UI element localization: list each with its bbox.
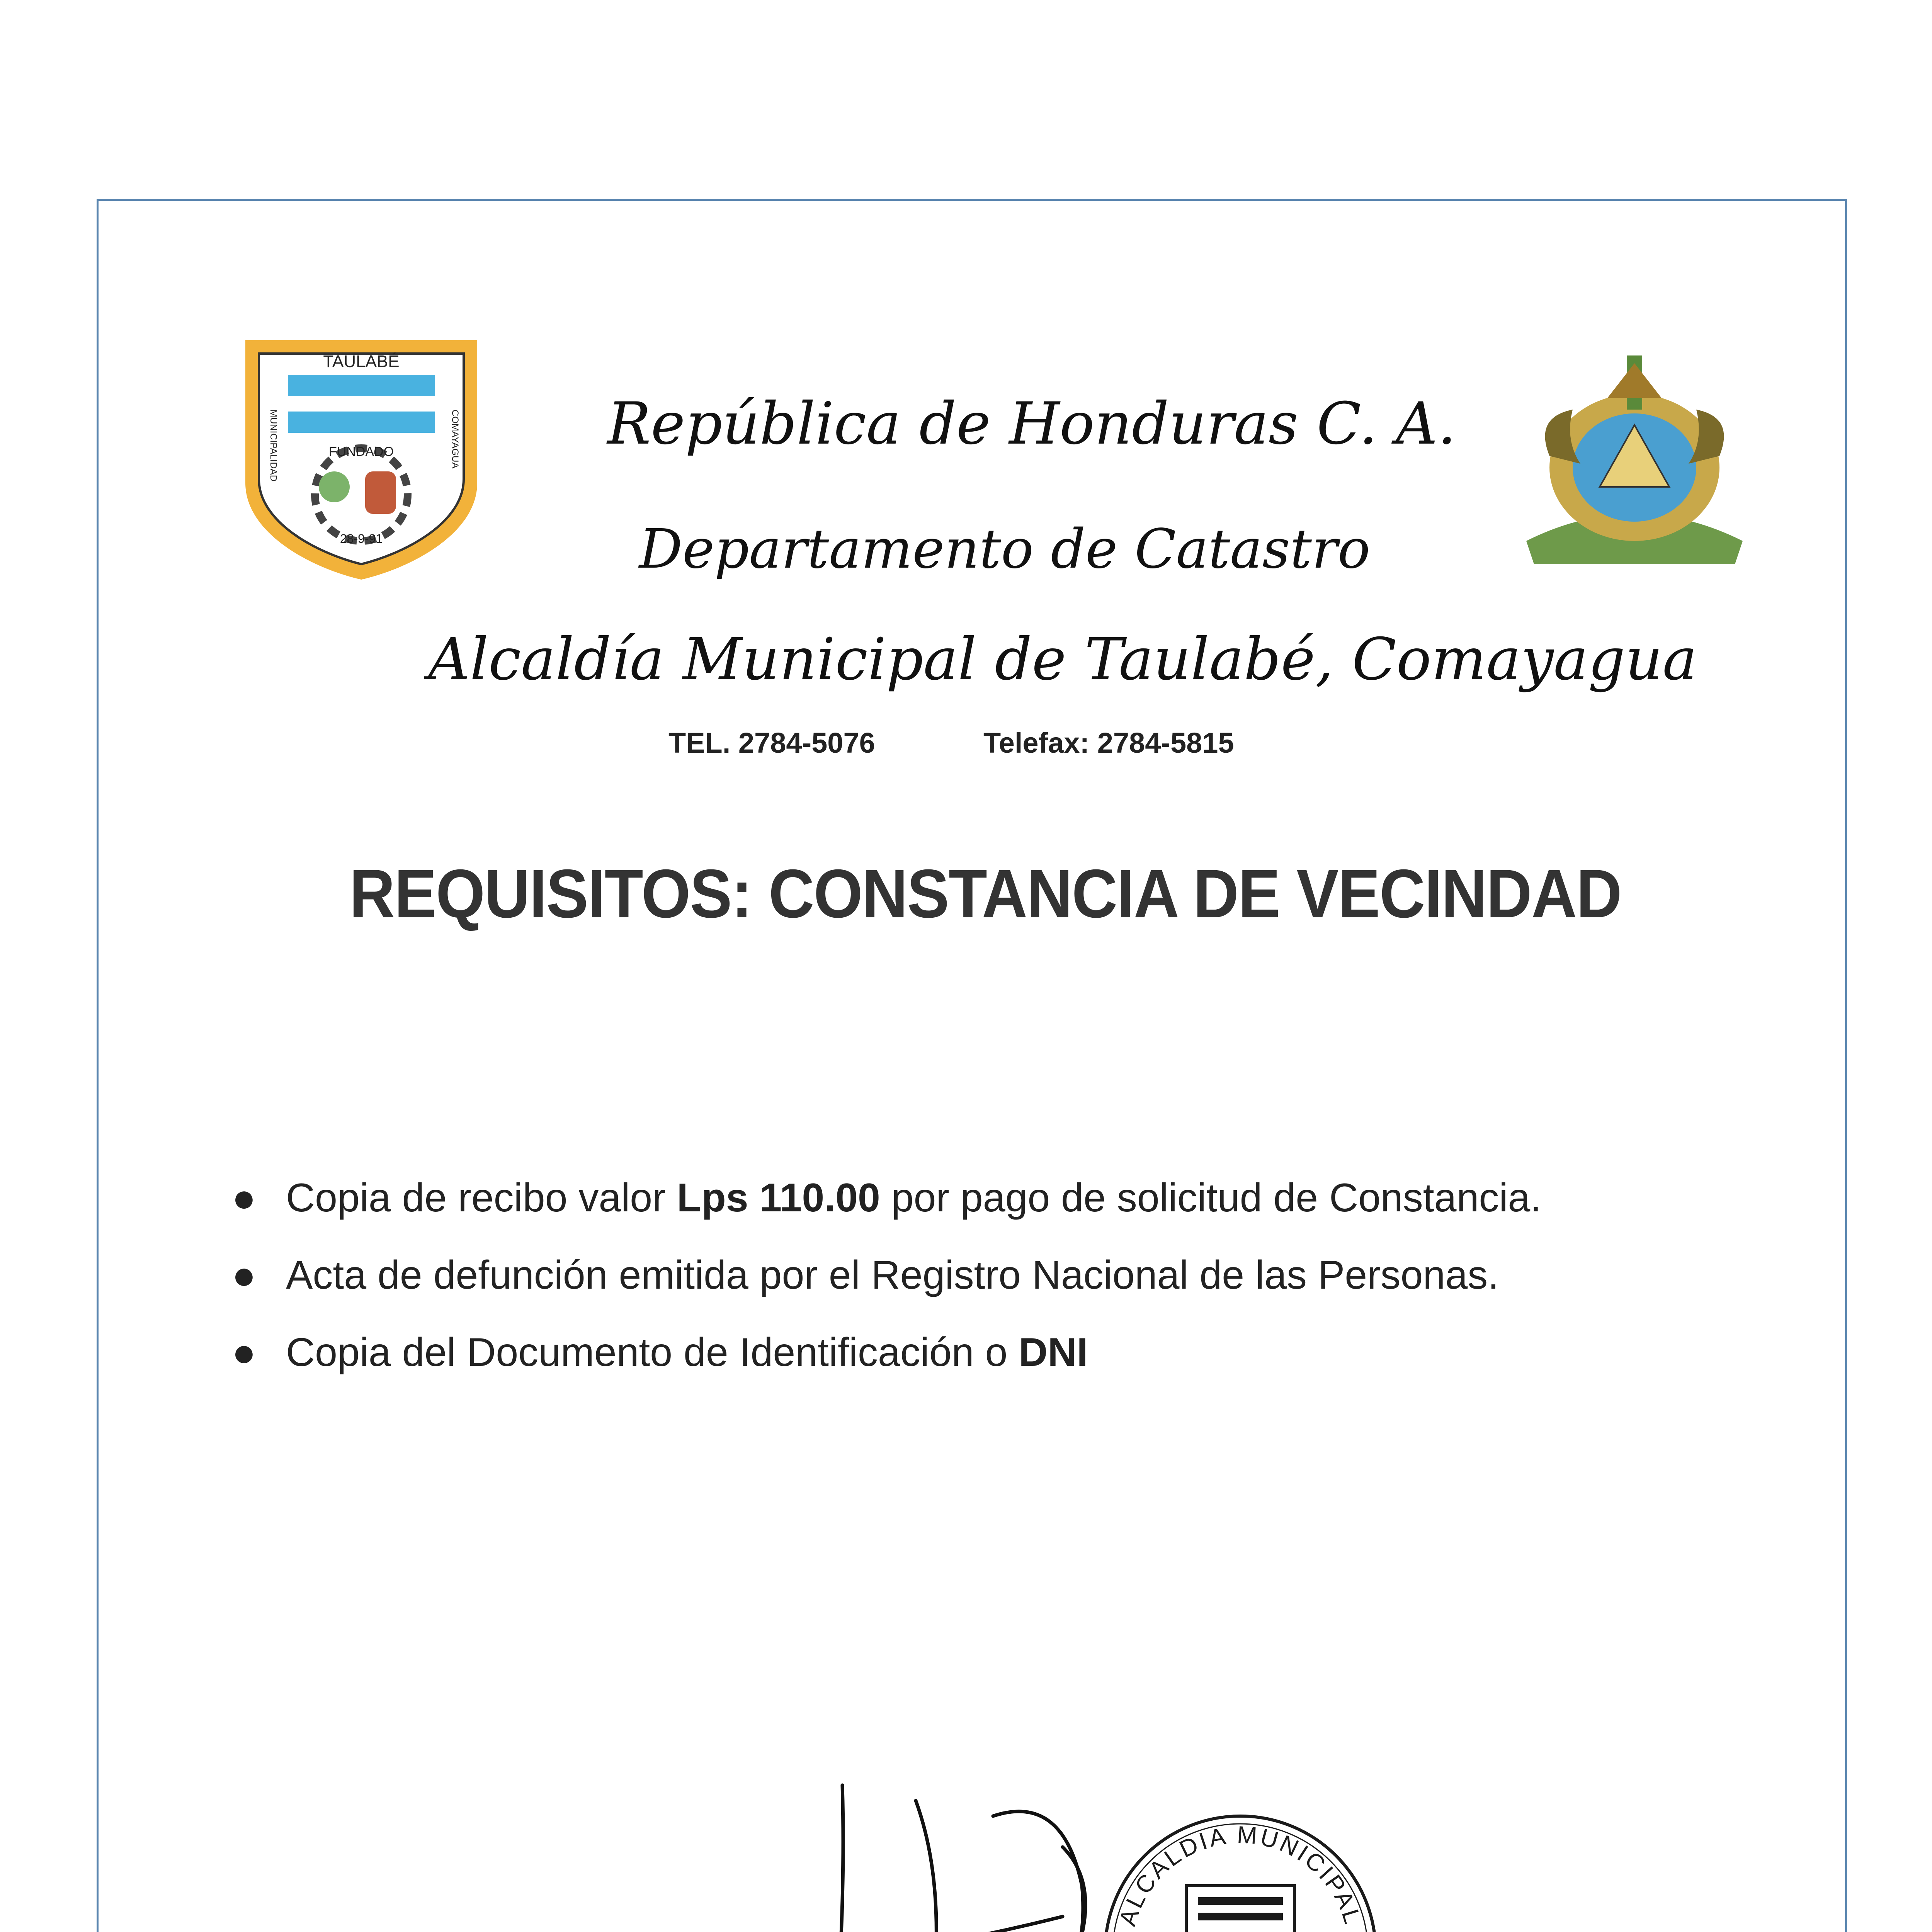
requirements-list [232, 1159, 1855, 1391]
phone-number: TEL. 2784-5076 [668, 727, 875, 759]
logo-top-text: TAULABÉ [323, 352, 400, 371]
bullet-icon: ● [232, 1253, 256, 1298]
header-country: República de Honduras C. A. [607, 390, 1456, 457]
stamp-top-text: ALCALDIA MUNICIPAL [1114, 1821, 1367, 1929]
logo-right-text: COMAYAGUA [450, 410, 460, 469]
list-item: ● Copia de recibo valor Lps 110.00 por pago de solicitud de Constancia. [232, 1159, 1855, 1236]
logo-mid-text: FUNDADO [328, 444, 394, 459]
fax-number: Telefax: 2784-5815 [983, 727, 1234, 759]
bullet-icon: ● [232, 1330, 256, 1375]
header-department: Departamento de Catastro [639, 518, 1371, 581]
list-item: ● Copia del Documento de Identificación o DNI [232, 1314, 1855, 1391]
header-municipality: Alcaldía Municipal de Taulabé, Comayagua [428, 626, 1697, 693]
document-title: REQUISITOS: CONSTANCIA DE VECINDAD [349, 855, 1621, 932]
logo-left-text: MUNICIPALIDAD [268, 410, 279, 482]
official-stamp [1090, 1801, 1391, 1932]
logo-date-text: 28-9-91 [340, 532, 383, 546]
bullet-icon: ● [232, 1175, 256, 1220]
list-item: ● Acta de defunción emitida por el Registro Nacional de las Personas. [232, 1236, 1855, 1314]
